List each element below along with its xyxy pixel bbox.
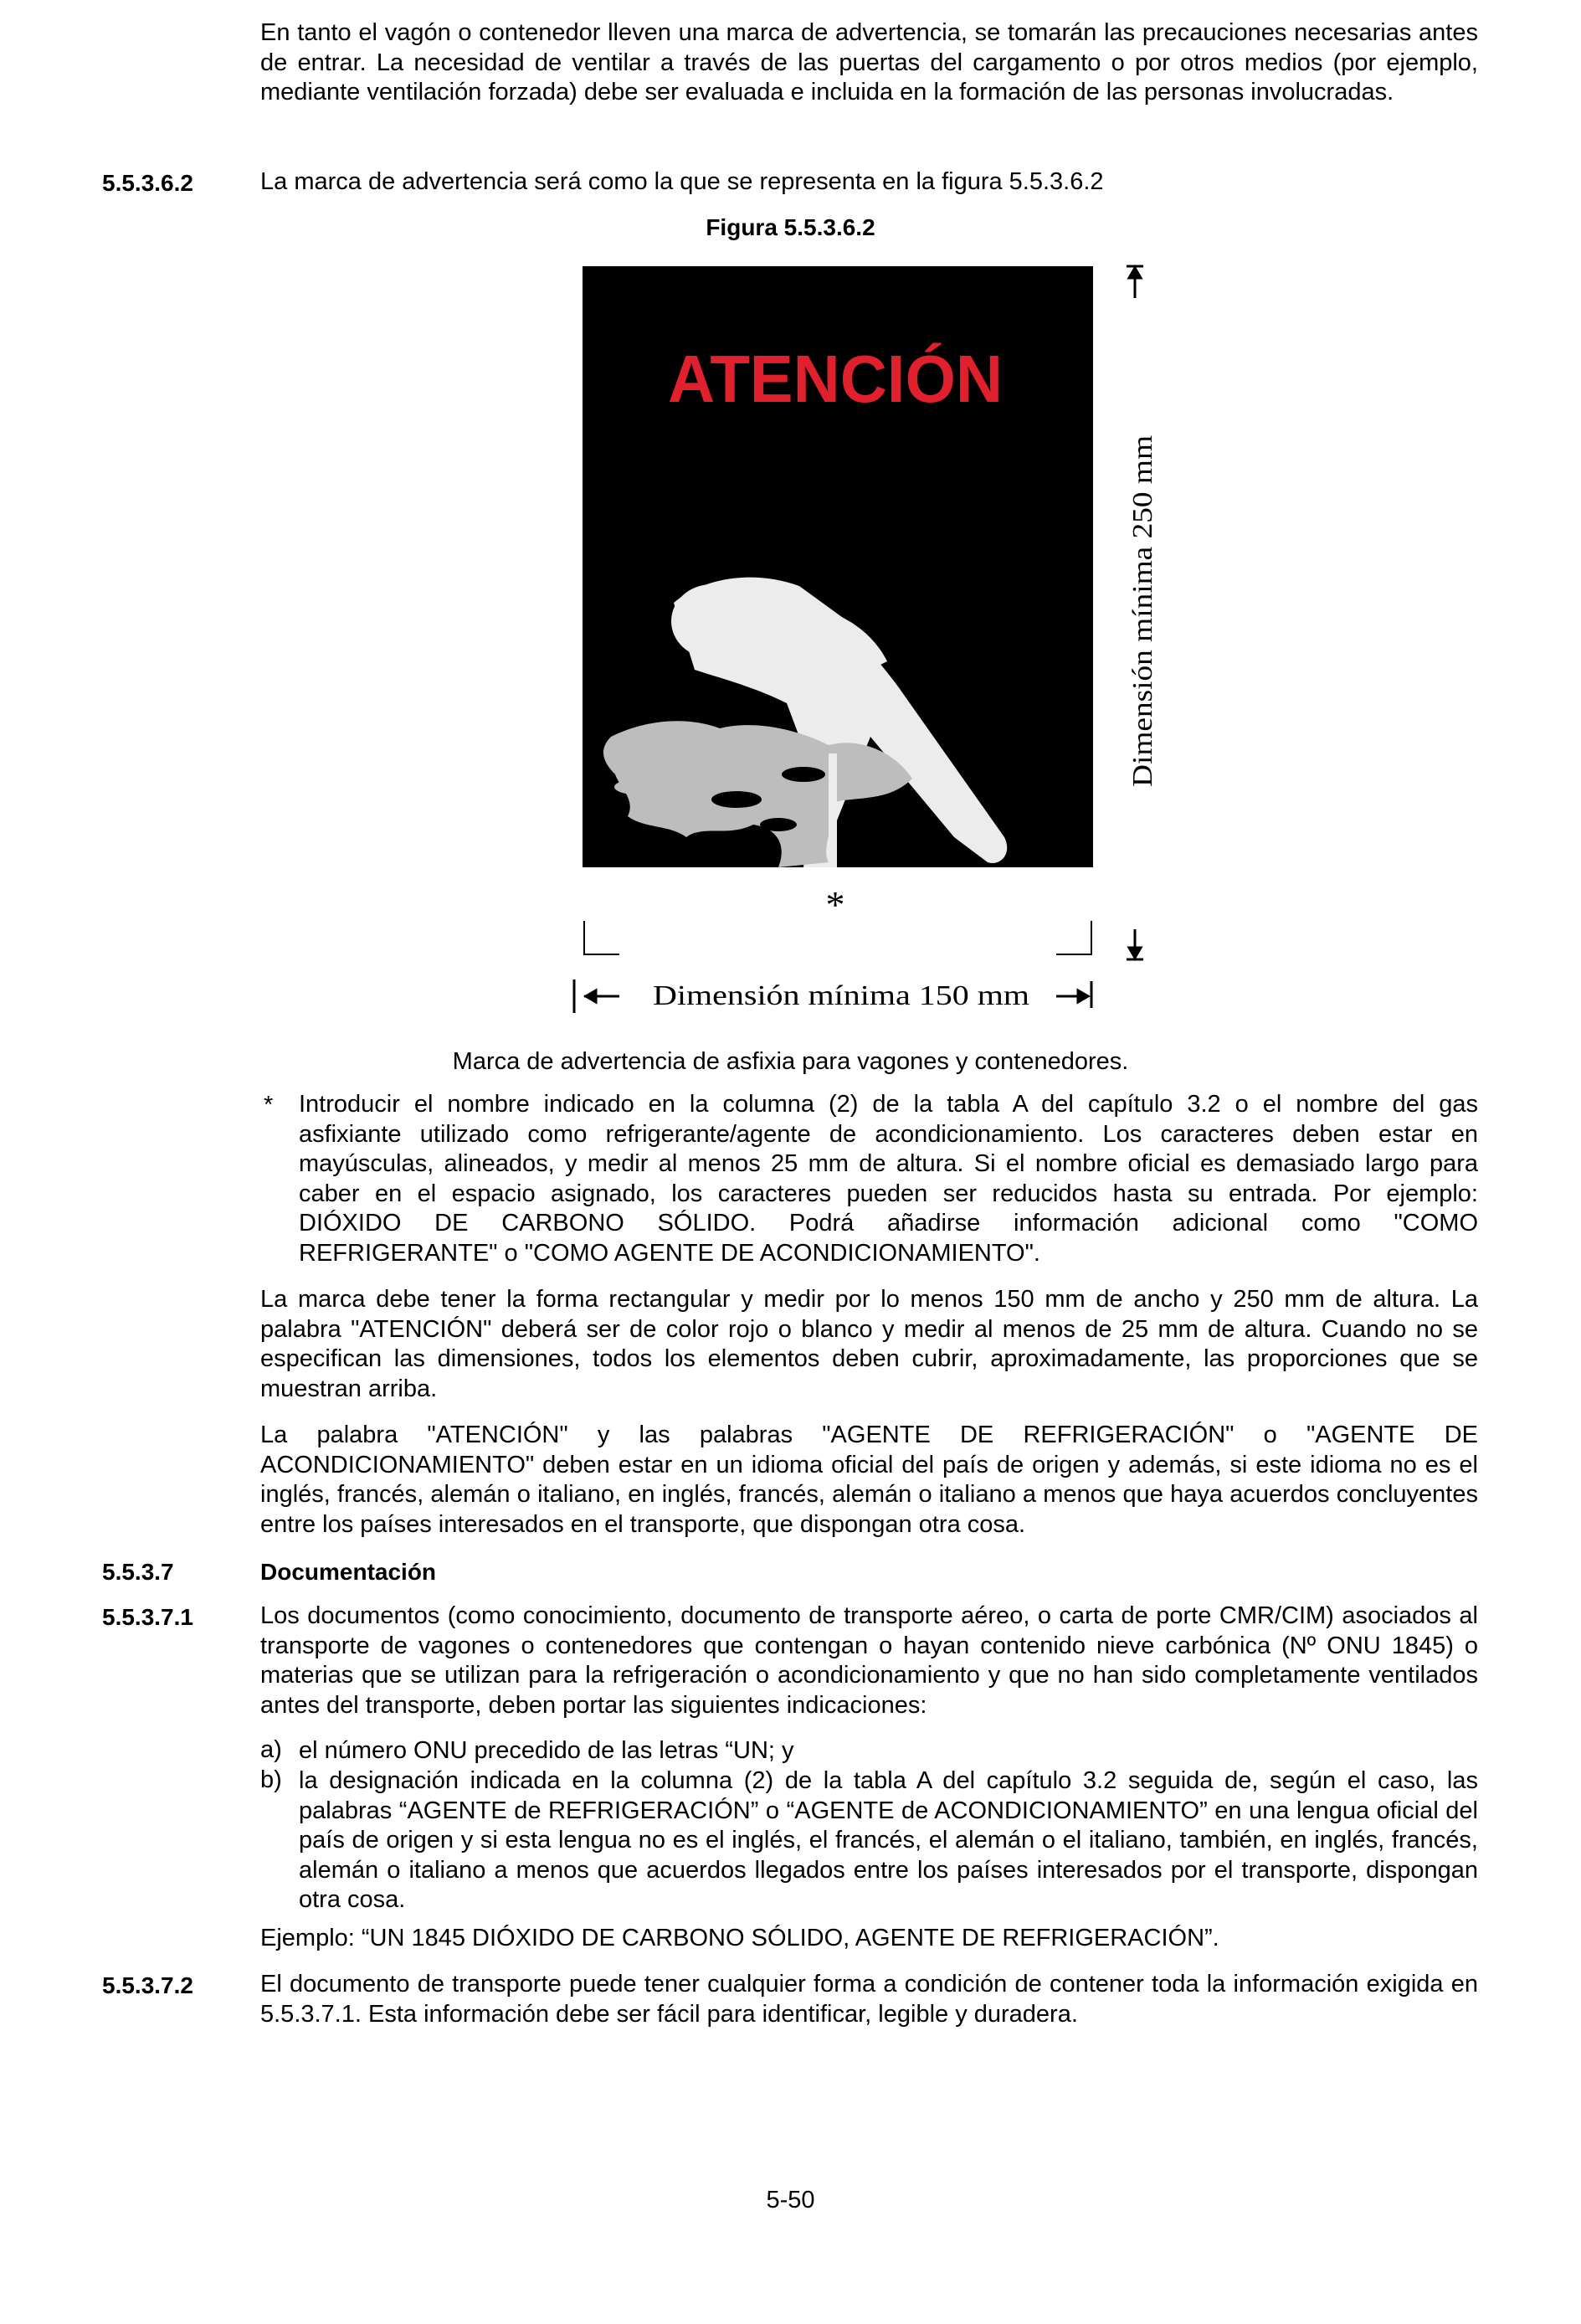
figure-title: Figura 5.5.3.6.2 (706, 214, 875, 240)
warning-mark-figure (0, 0, 1581, 1038)
list-item-b: la designación indicada en la columna (2) de la tabla A del capítulo 3.2 seguida de, según el caso, las palabras “AGENTE de REFRIGERACIÓN” o “AGENTE de ACONDICIONAMIENTO” en una lengua oficial del país de origen y si esta lengua no es el inglés, el francés, el alemán o el italiano, también, en inglés, francés, alemán o italiano a menos que acuerdos llegados entre los países interesados por el transporte, dispongan otra cosa. (299, 1767, 1478, 1913)
page-number: 5-50 (766, 2187, 815, 2213)
section-number-55371: 5.5.3.7.1 (102, 1604, 193, 1630)
section-text-55371: Los documentos (como conocimiento, documento de transporte aéreo, o carta de porte CMR/CIM) asociados al transporte de vagones o contenedores que contengan o hayan contenido nieve carbónica (Nº ONU 1845) o materias que se utilizan para la refrigeración o acondicionamiento y que no han sido completamente ventilados antes del transporte, deben portar las siguientes indicaciones: (260, 1602, 1478, 1719)
note-asterisk: * (264, 1092, 274, 1118)
note-line: Introducir el nombre indicado en la columna (2) de la tabla A del capítulo 3.2 o el nombre del gas (299, 1091, 1478, 1118)
height-dimension-label: Dimensión mínima 250 mm (1127, 466, 1158, 787)
sign-asterisk: * (825, 883, 845, 926)
example-text: Ejemplo: “UN 1845 DIÓXIDO DE CARBONO SÓLIDO, AGENTE DE REFRIGERACIÓN”. (260, 1925, 1219, 1951)
list-item-a: el número ONU precedido de las letras “UN; y (299, 1737, 794, 1764)
section-title-documentacion: Documentación (260, 1559, 437, 1585)
figure-caption: Marca de advertencia de asfixia para vagones y contenedores. (452, 1048, 1129, 1075)
list-marker-b: b) (260, 1766, 282, 1793)
corner-mark-left (584, 921, 619, 954)
section-number-55372: 5.5.3.7.2 (102, 1972, 193, 1998)
list-marker-a: a) (260, 1736, 282, 1763)
note-line: asfixiante utilizado como refrigerante/agente de acondicionamiento. Los caracteres deben estar en (299, 1120, 1478, 1148)
note-block (299, 1090, 1478, 1268)
note-line: caber en el espacio asignado, los caracteres pueden ser reducidos hasta su entrada. Por ejemplo: (299, 1180, 1478, 1207)
section-number-55362: 5.5.3.6.2 (102, 170, 193, 196)
corner-mark-right (1056, 921, 1091, 954)
section-number-5537: 5.5.3.7 (102, 1559, 174, 1585)
section-text-55362: La marca de advertencia será como la que se representa en la figura 5.5.3.6.2 (260, 168, 1104, 195)
width-dimension-label: Dimensión mínima 150 mm (653, 980, 1029, 1011)
section-text-55372: El documento de transporte puede tener cualquier forma a condición de contener toda la información exigida en 5.5.3.7.1. Esta información debe ser fácil para identificar, legible y duradera. (260, 1971, 1478, 2028)
shape-paragraph: La marca debe tener la forma rectangular y medir por lo menos 150 mm de ancho y 250 mm de altura. La palabra "ATENCIÓN" deberá ser de color rojo o blanco y medir al menos de 25 mm de altura. Cuando no se especifican las dimensiones, todos los elementos deben cubrir, aproximadamente, las proporciones que se muestran arriba. (260, 1286, 1478, 1402)
language-paragraph: La palabra "ATENCIÓN" y las palabras "AGENTE DE REFRIGERACIÓN" o "AGENTE DE ACONDICIONAMIENTO" deben estar en un idioma oficial del país de origen y además, si este idioma no es el inglés, francés, alemán o italiano, en inglés, francés, alemán o italiano a menos que haya acuerdos concluyentes entre los países interesados en el transporte, que dispongan otra cosa. (260, 1422, 1478, 1538)
note-line: DIÓXIDO DE CARBONO SÓLIDO. Podrá añadirse información adicional como "COMO (299, 1210, 1478, 1237)
note-line: REFRIGERANTE" o "COMO AGENTE DE ACONDICIONAMIENTO". (299, 1239, 1040, 1267)
sign-word: ATENCIÓN (668, 342, 1003, 416)
note-line: mayúsculas, alineados, y medir al menos 25 mm de altura. Si el nombre oficial es demasiado largo para (299, 1150, 1478, 1177)
intro-paragraph: En tanto el vagón o contenedor lleven una marca de advertencia, se tomarán las precauciones necesarias antes de entrar. La necesidad de ventilar a través de las puertas del cargamento o por otros medios (por ejemplo, mediante ventilación forzada) debe ser evaluada e incluida en la formación de las personas involucradas. (260, 19, 1478, 105)
